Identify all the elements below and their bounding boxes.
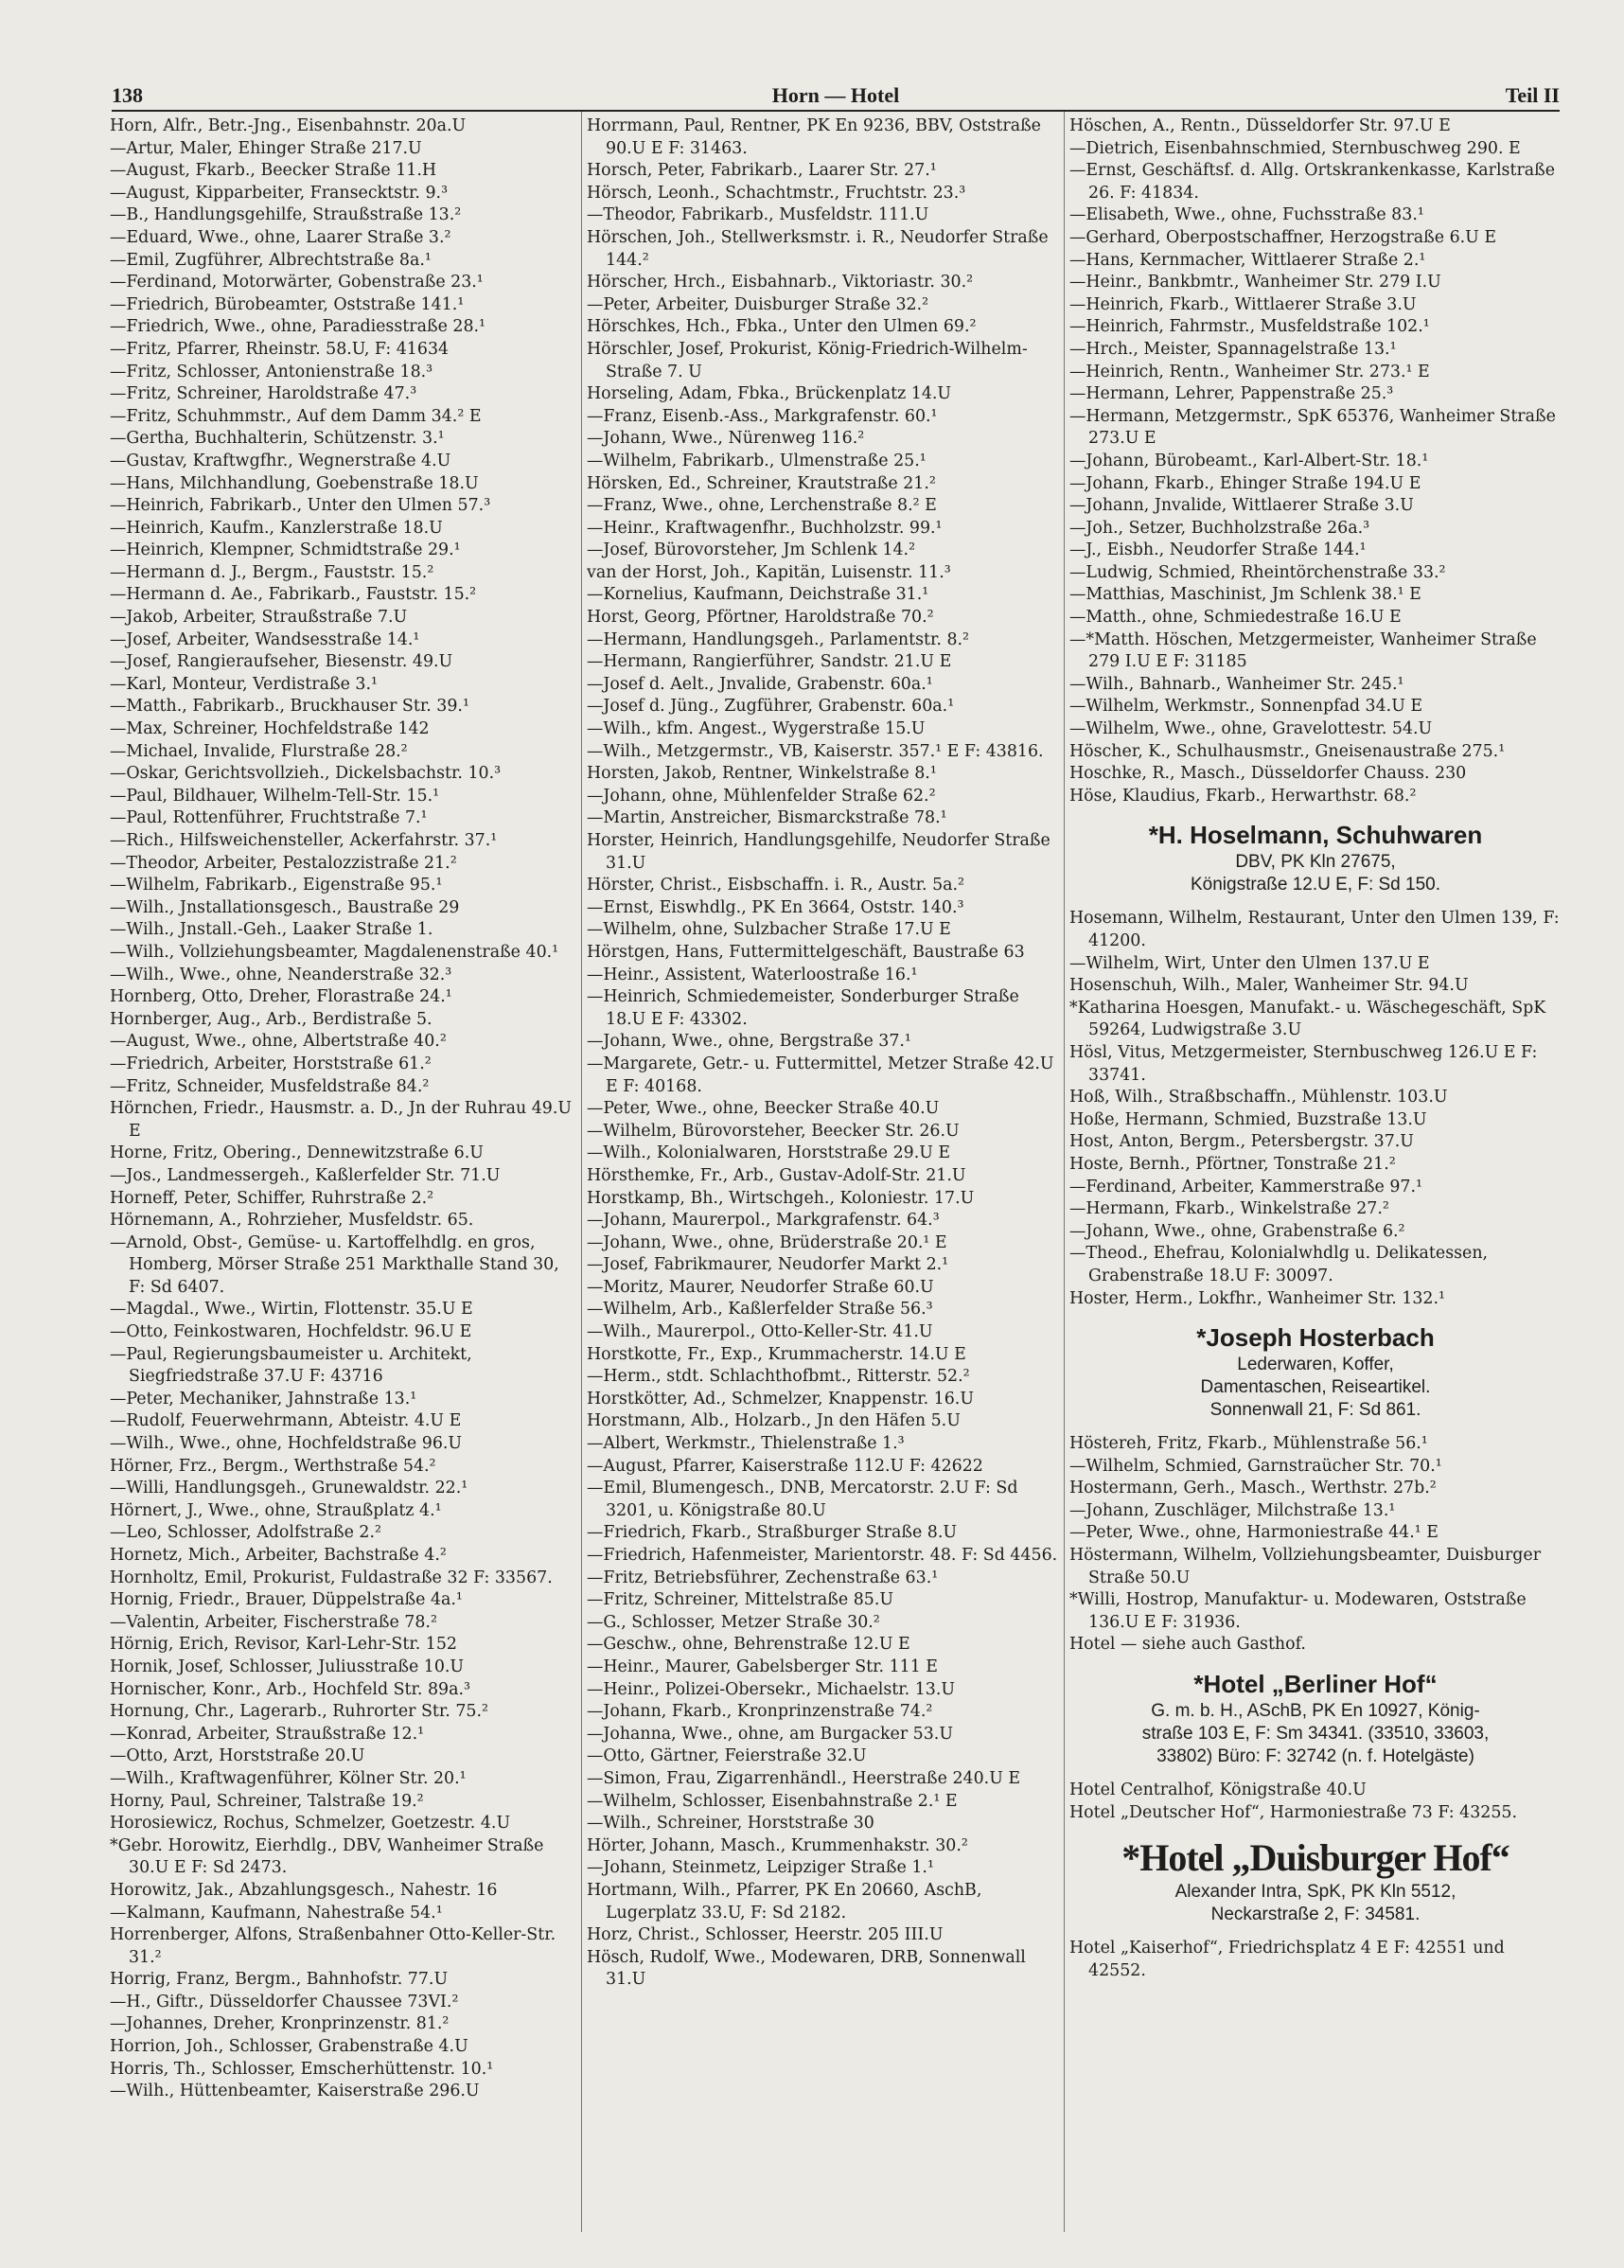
directory-entry: Horn, Alfr., Betr.-Jng., Eisenbahnstr. 20a.U — [110, 116, 467, 135]
directory-entry: Horrig, Franz, Bergm., Bahnhofstr. 77.U — [110, 1970, 449, 1990]
directory-entry: Horny, Paul, Schreiner, Talstraße 19.² — [110, 1791, 424, 1811]
directory-entry: —Paul, Regierungsbaumeister u. Architekt, Siegfriedstraße 37.U F: 43716 — [110, 1344, 472, 1387]
directory-entry: —Peter, Wwe., ohne, Beecker Straße 40.U — [587, 1099, 940, 1119]
directory-entry: —Heinrich, Fahrmstr., Musfeldstraße 102.¹ — [1069, 317, 1430, 337]
page-number: 138 — [112, 83, 143, 107]
directory-entry: —Franz, Eisenb.-Ass., Markgrafenstr. 60.¹ — [587, 406, 938, 426]
directory-entry: —Otto, Feinkostwaren, Hochfeldstr. 96.U E — [110, 1322, 472, 1342]
directory-entry: —Kalmann, Kaufmann, Nahestraße 54.¹ — [110, 1903, 443, 1922]
directory-entry: —Paul, Bildhauer, Wilhelm-Tell-Str. 15.¹ — [110, 786, 440, 806]
directory-entry: —Wilhelm, Arb., Kaßlerfelder Straße 56.³ — [587, 1300, 933, 1320]
directory-entry: —Heinrich, Schmiedemeister, Sonderburger Straße 18.U E F: 43302. — [587, 987, 1019, 1029]
directory-entry: Höstermann, Wilhelm, Vollziehungsbeamter, Duisburger Straße 50.U — [1069, 1546, 1542, 1587]
directory-entry: —Johann, ohne, Mühlenfelder Straße 62.² — [587, 786, 936, 806]
directory-entry: —Hermann, Rangierführer, Sandstr. 21.U E — [587, 652, 952, 672]
ad-hosterbach — [1069, 1321, 1562, 1422]
directory-entry: —Wilh., Hüttenbeamter, Kaiserstraße 296.U — [110, 2082, 480, 2101]
directory-entry: Horowitz, Jak., Abzahlungsgesch., Nahestr. 16 — [110, 1880, 498, 1900]
directory-entry: —Heinr., Maurer, Gabelsberger Str. 111 E — [587, 1657, 938, 1676]
directory-entry: Hörschkes, Hch., Fbka., Unter den Ulmen 69.² — [587, 317, 977, 337]
directory-entry: Hotel „Kaiserhof“, Friedrichsplatz 4 E F: 42551 und 42552. — [1069, 1939, 1505, 1980]
ad-line: Damentaschen, Reiseartikel. — [1200, 1377, 1431, 1398]
directory-entry: Horneff, Peter, Schiffer, Ruhrstraße 2.² — [110, 1188, 434, 1208]
directory-entry: Hösch, Rudolf, Wwe., Modewaren, DRB, Sonnenwall 31.U — [587, 1947, 1026, 1990]
directory-entry: —Hrch., Meister, Spannagelstraße 13.¹ — [1069, 339, 1397, 359]
ad-line: straße 103 E, F: Sm 34341. (33510, 33603, — [1141, 1724, 1490, 1745]
directory-entry: Hornberger, Aug., Arb., Berdistraße 5. — [110, 1009, 432, 1029]
directory-entry: —Gustav, Kraftwgfhr., Wegnerstraße 4.U — [110, 451, 451, 470]
directory-entry: —Rich., Hilfsweichensteller, Ackerfahrstr. 37.¹ — [110, 831, 498, 850]
directory-entry: Höscher, K., Schulhausmstr., Gneisenaustraße 275.¹ — [1069, 741, 1506, 761]
directory-entry: —Ludwig, Schmied, Rheintörchenstraße 33.² — [1069, 562, 1446, 582]
directory-entry: —Peter, Mechaniker, Jahnstraße 13.¹ — [110, 1389, 417, 1409]
directory-entry: —Gerhard, Oberpostschaffner, Herzogstraße 6.U E — [1069, 227, 1497, 247]
directory-entry: —Jos., Landmessergeh., Kaßlerfelder Str. 71.U — [110, 1165, 501, 1185]
directory-entry: —Hermann, Lehrer, Pappenstraße 25.³ — [1069, 384, 1394, 404]
directory-entry: —Hermann, Fkarb., Winkelstraße 27.² — [1069, 1199, 1389, 1219]
directory-entry: —Johann, Zuschläger, Milchstraße 13.¹ — [1069, 1500, 1396, 1520]
header-rule — [112, 110, 1560, 112]
directory-entry: Hornetz, Mich., Arbeiter, Bachstraße 4.² — [110, 1546, 447, 1565]
ad-berliner-hof — [1069, 1668, 1562, 1768]
directory-entry: —Heinr., Assistent, Waterloostraße 16.¹ — [587, 965, 918, 984]
directory-entry: —Wilhelm, Fabrikarb., Ulmenstraße 25.¹ — [587, 451, 927, 470]
directory-entry: —Wilh., Schreiner, Horststraße 30 — [587, 1814, 874, 1834]
directory-entry: —Otto, Arzt, Horststraße 20.U — [110, 1746, 365, 1766]
directory-entry: —Paul, Rottenführer, Fruchtstraße 7.¹ — [110, 808, 428, 828]
directory-entry: —Ferdinand, Arbeiter, Kammerstraße 97.¹ — [1069, 1177, 1422, 1196]
directory-entry: Hostermann, Gerh., Masch., Werthstr. 27b.² — [1069, 1479, 1437, 1498]
entries-hostereh — [1069, 1433, 1562, 1657]
directory-entry: —Wilhelm, Schlosser, Eisenbahnstraße 2.¹ E — [587, 1791, 958, 1811]
directory-entry: —Wilhelm, Wirt, Unter den Ulmen 137.U E — [1069, 953, 1430, 973]
directory-entry: van der Horst, Joh., Kapitän, Luisenstr. 11.³ — [587, 562, 951, 582]
directory-entry: —Johann, Steinmetz, Leipziger Straße 1.¹ — [587, 1858, 934, 1878]
directory-entry: —Ferdinand, Motorwärter, Gobenstraße 23.¹ — [110, 273, 484, 292]
directory-entry: Hornik, Josef, Schlosser, Juliusstraße 10.U — [110, 1657, 465, 1676]
directory-entry: —Josef, Bürovorsteher, Jm Schlenk 14.² — [587, 540, 916, 560]
directory-entry: —Theodor, Arbeiter, Pestalozzistraße 21.² — [110, 853, 457, 873]
directory-entry: —Ernst, Geschäftsf. d. Allg. Ortskrankenkasse, Karlstraße 26. F: 41834. — [1069, 161, 1556, 203]
directory-entry: —Friedrich, Fkarb., Straßburger Straße 8.U — [587, 1523, 958, 1543]
directory-entry: —Fritz, Schuhmmstr., Auf dem Damm 34.² E — [110, 406, 482, 426]
directory-entry: —Peter, Arbeiter, Duisburger Straße 32.² — [587, 294, 929, 314]
directory-entry: Hornholtz, Emil, Prokurist, Fuldastraße 32 F: 33567. — [110, 1568, 553, 1587]
directory-entry: —Dietrich, Eisenbahnschmied, Sternbuschweg 290. E — [1069, 138, 1521, 158]
directory-entry: —Wilh., Wwe., ohne, Hochfeldstraße 96.U — [110, 1434, 463, 1454]
directory-entry: —Matthias, Maschinist, Jm Schlenk 38.¹ E — [1069, 585, 1421, 605]
directory-entry: —Fritz, Schreiner, Haroldstraße 47.³ — [110, 384, 417, 404]
ad-hoselmann — [1069, 819, 1562, 896]
directory-entry: —Josef, Fabrikmaurer, Neudorfer Markt 2.¹ — [587, 1255, 949, 1275]
directory-entry: —Eduard, Wwe., ohne, Laarer Straße 3.² — [110, 227, 451, 247]
directory-entry: Hörnert, J., Wwe., ohne, Straußplatz 4.¹ — [110, 1500, 442, 1520]
directory-entry: —Johann, Fkarb., Ehinger Straße 194.U E — [1069, 473, 1421, 493]
directory-entry: Horster, Heinrich, Handlungsgehilfe, Neudorfer Straße 31.U — [587, 831, 1050, 873]
directory-entry: Hörner, Frz., Bergm., Werthstraße 54.² — [110, 1456, 436, 1476]
directory-entry: —Hermann, Handlungsgeh., Parlamentstr. 8.² — [587, 629, 970, 649]
directory-entry: —Magdal., Wwe., Wirtin, Flottenstr. 35.U E — [110, 1300, 473, 1320]
column-1 — [110, 115, 577, 2245]
directory-entry: —August, Wwe., ohne, Albertstraße 40.² — [110, 1032, 447, 1052]
directory-entry: —Johann, Wwe., ohne, Grabenstraße 6.² — [1069, 1221, 1405, 1241]
directory-entry: —B., Handlungsgehilfe, Straußstraße 13.² — [110, 205, 462, 225]
directory-entry: —Otto, Gärtner, Feierstraße 32.U — [587, 1746, 867, 1766]
directory-entry: Hörschler, Josef, Prokurist, König-Friedrich-Wilhelm-Straße 7. U — [587, 339, 1028, 381]
entries-hosemann — [1069, 908, 1562, 1310]
directory-entry: Hotel Centralhof, Königstraße 40.U — [1069, 1781, 1367, 1800]
directory-entry: —Johann, Maurerpol., Markgrafenstr. 64.³ — [587, 1211, 940, 1231]
directory-entry: —Wilhelm, Wwe., ohne, Gravelottestr. 54.U — [1069, 719, 1433, 739]
directory-entry: Horsten, Jakob, Rentner, Winkelstraße 8.¹ — [587, 764, 937, 784]
directory-entry: —Wilhelm, Bürovorsteher, Beecker Str. 26.U — [587, 1121, 960, 1141]
directory-entry: Höschen, A., Rentn., Düsseldorfer Str. 97.U E — [1069, 116, 1451, 135]
directory-entry: —Geschw., ohne, Behrenstraße 12.U E — [587, 1635, 910, 1655]
directory-entry: Hornig, Friedr., Brauer, Düppelstraße 4a.¹ — [110, 1590, 463, 1610]
directory-entry: Hörnig, Erich, Revisor, Karl-Lehr-Str. 152 — [110, 1635, 457, 1655]
directory-entry: —Johannes, Dreher, Kronprinzenstr. 81.² — [110, 2014, 450, 2034]
ad-line: Königstraße 12.U E, F: Sd 150. — [1190, 875, 1441, 895]
directory-entry: —Heinrich, Kaufm., Kanzlerstraße 18.U — [110, 518, 443, 538]
directory-entry: —Johanna, Wwe., ohne, am Burgacker 53.U — [587, 1724, 953, 1744]
directory-entry: —Wilhelm, ohne, Sulzbacher Straße 17.U E — [587, 920, 951, 940]
column-divider — [1064, 112, 1065, 2232]
directory-entry: —Peter, Wwe., ohne, Harmoniestraße 44.¹ E — [1069, 1523, 1439, 1543]
directory-entry: —Johann, Wwe., ohne, Bergstraße 37.¹ — [587, 1032, 911, 1052]
directory-entry: —Josef, Rangieraufseher, Biesenstr. 49.U — [110, 652, 453, 672]
directory-entry: —Konrad, Arbeiter, Straußstraße 12.¹ — [110, 1724, 425, 1744]
page-header — [112, 83, 1560, 110]
directory-entry: —Moritz, Maurer, Neudorfer Straße 60.U — [587, 1277, 934, 1297]
directory-entry: Horris, Th., Schlosser, Emscherhüttenstr. 10.¹ — [110, 2059, 494, 2079]
directory-entry: —Valentin, Arbeiter, Fischerstraße 78.² — [110, 1612, 437, 1632]
directory-entry: —Heinrich, Fabrikarb., Unter den Ulmen 57.³ — [110, 496, 491, 516]
directory-entry: Hoschke, R., Masch., Düsseldorfer Chauss. 230 — [1069, 764, 1467, 784]
directory-entry: —Wilh., Wwe., ohne, Neanderstraße 32.³ — [110, 965, 452, 984]
directory-entry: Hörnchen, Friedr., Hausmstr. a. D., Jn der Ruhrau 49.U E — [110, 1099, 573, 1141]
directory-entry: Horrion, Joh., Schlosser, Grabenstraße 4.U — [110, 2037, 468, 2057]
directory-entry: —G., Schlosser, Metzer Straße 30.² — [587, 1612, 880, 1632]
directory-entry: —Fritz, Pfarrer, Rheinstr. 58.U, F: 41634 — [110, 339, 450, 359]
directory-entry: Hörter, Johann, Masch., Krummenhakstr. 30.² — [587, 1835, 968, 1855]
directory-entry: Horrmann, Paul, Rentner, PK En 9236, BBV, Oststraße 90.U E F: 31463. — [587, 116, 1041, 158]
directory-entry: *Willi, Hostrop, Manufaktur- u. Modewaren, Oststraße 136.U E F: 31936. — [1069, 1590, 1527, 1632]
directory-entry: —Wilh., Bahnarb., Wanheimer Str. 245.¹ — [1069, 674, 1404, 694]
directory-entry: Horstmann, Alb., Holzarb., Jn den Häfen 5.U — [587, 1411, 961, 1431]
column-2 — [587, 115, 1060, 2245]
column-3 — [1069, 115, 1562, 2245]
directory-entry: —August, Fkarb., Beecker Straße 11.H — [110, 161, 437, 181]
directory-entry: —Wilh., Jnstallationsgesch., Baustraße 29 — [110, 897, 460, 917]
directory-entry: —Rudolf, Feuerwehrmann, Abteistr. 4.U E — [110, 1411, 462, 1431]
ad-line: DBV, PK Kln 27675, — [1235, 852, 1396, 873]
directory-entry: —Emil, Zugführer, Albrechtstraße 8a.¹ — [110, 250, 432, 270]
directory-entry: —Johann, Bürobeamt., Karl-Albert-Str. 18.¹ — [1069, 451, 1429, 470]
directory-entry: —Fritz, Betriebsführer, Zechenstraße 63.¹ — [587, 1568, 939, 1587]
directory-entry: —Franz, Wwe., ohne, Lerchenstraße 8.² E — [587, 496, 937, 516]
directory-entry: —Johann, Wwe., ohne, Brüderstraße 20.¹ E — [587, 1232, 947, 1252]
directory-entry: —Josef d. Jüng., Zugführer, Grabenstr. 60a.¹ — [587, 697, 955, 717]
directory-entry: Hörster, Christ., Eisbschaffn. i. R., Austr. 5a.² — [587, 876, 965, 895]
directory-entry: —Johann, Fkarb., Kronprinzenstraße 74.² — [587, 1702, 933, 1722]
running-title: Horn — Hotel — [771, 83, 900, 107]
directory-entry: —Matth., Fabrikarb., Bruckhauser Str. 39.¹ — [110, 697, 469, 717]
directory-entry: —Friedrich, Bürobeamter, Oststraße 141.¹ — [110, 294, 465, 314]
directory-entry: —Leo, Schlosser, Adolfstraße 2.² — [110, 1523, 381, 1543]
directory-entry: Hörscher, Hrch., Eisbahnarb., Viktoriastr. 30.² — [587, 273, 974, 292]
directory-entry: Hörschen, Joh., Stellwerksmstr. i. R., Neudorfer Straße 144.² — [587, 227, 1049, 270]
directory-entry: —Herm., stdt. Schlachthofbmt., Ritterstr. 52.² — [587, 1367, 970, 1387]
ad-line: Lederwaren, Koffer, — [1237, 1355, 1394, 1375]
directory-entry: Hosemann, Wilhelm, Restaurant, Unter den Ulmen 139, F: 41200. — [1069, 909, 1560, 950]
directory-entry: —H., Giftr., Düsseldorfer Chaussee 73VI.² — [110, 1992, 459, 2011]
directory-entry: —Arnold, Obst-, Gemüse- u. Kartoffelhdlg. en gros, Homberg, Mörser Straße 251 Markthalle Stand 30, F: Sd 6407. — [110, 1232, 559, 1297]
directory-entry: —Johann, Jnvalide, Wittlaerer Straße 3.U — [1069, 496, 1414, 516]
directory-entry: Horrenberger, Alfons, Straßenbahner Otto-Keller-Str. 31.² — [110, 1925, 556, 1967]
directory-entry: —Artur, Maler, Ehinger Straße 217.U — [110, 138, 422, 158]
directory-entry: —Ernst, Eiswhdlg., PK En 3664, Oststr. 140.³ — [587, 897, 964, 917]
directory-entry: Horz, Christ., Schlosser, Heerstr. 205 III.U — [587, 1925, 944, 1945]
directory-entry: —Wilh., Kolonialwaren, Horststraße 29.U E — [587, 1143, 951, 1163]
column-divider — [581, 112, 582, 2232]
directory-entry: Hornberg, Otto, Dreher, Florastraße 24.¹ — [110, 987, 452, 1007]
directory-entry: Hoster, Herm., Lokfhr., Wanheimer Str. 132.¹ — [1069, 1288, 1445, 1308]
directory-entry: —Willi, Handlungsgeh., Grunewaldstr. 22.¹ — [110, 1479, 468, 1498]
directory-entry: Horosiewicz, Rochus, Schmelzer, Goetzestr. 4.U — [110, 1814, 511, 1834]
directory-entry: Hosenschuh, Wilh., Maler, Wanheimer Str. 94.U — [1069, 976, 1469, 996]
directory-entry: —Heinrich, Rentn., Wanheimer Str. 273.¹ E — [1069, 362, 1430, 381]
directory-entry: —Theod., Ehefrau, Kolonialwhdlg u. Delikatessen, Grabenstraße 18.U F: 30097. — [1069, 1244, 1489, 1285]
ad-title: *Hotel „Berliner Hof“ — [1193, 1670, 1438, 1699]
directory-entry: Hösl, Vitus, Metzgermeister, Sternbuschweg 126.U E F: 33741. — [1069, 1042, 1538, 1085]
directory-entry: —Max, Schreiner, Hochfeldstraße 142 — [110, 719, 430, 739]
directory-entry: —Wilhelm, Werkmstr., Sonnenpfad 34.U E — [1069, 697, 1423, 717]
directory-entry: Hornischer, Konr., Arb., Hochfeld Str. 89a.³ — [110, 1679, 470, 1699]
directory-entry: Höstereh, Fritz, Fkarb., Mühlenstraße 56.¹ — [1069, 1434, 1428, 1454]
entries-hotels — [1069, 1780, 1562, 1824]
directory-entry: —Wilh., Vollziehungsbeamter, Magdalenenstraße 40.¹ — [110, 942, 559, 962]
directory-entry: —Margarete, Getr.- u. Futtermittel, Metzer Straße 42.U E F: 40168. — [587, 1054, 1054, 1096]
directory-entry: Hornung, Chr., Lagerarb., Ruhrorter Str. 75.² — [110, 1702, 488, 1722]
directory-entry: —*Matth. Höschen, Metzgermeister, Wanheimer Straße 279 I.U E F: 31185 — [1069, 629, 1537, 672]
directory-entry: *Gebr. Horowitz, Eierhdlg., DBV, Wanheimer Straße 30.U E F: Sd 2473. — [110, 1835, 544, 1878]
directory-entry: Hoße, Hermann, Schmied, Buzstraße 13.U — [1069, 1109, 1427, 1129]
directory-entry: Horseling, Adam, Fbka., Brückenplatz 14.U — [587, 384, 952, 404]
directory-entry: —Michael, Invalide, Flurstraße 28.² — [110, 741, 408, 761]
directory-entry: —Josef, Arbeiter, Wandsesstraße 14.¹ — [110, 629, 420, 649]
directory-entry: Horst, Georg, Pförtner, Haroldstraße 70.² — [587, 608, 934, 628]
directory-entry: —Wilh., kfm. Angest., Wygerstraße 15.U — [587, 719, 926, 739]
directory-entry: —Oskar, Gerichtsvollzieh., Dickelsbachstr. 10.³ — [110, 764, 502, 784]
directory-entry: Horstkamp, Bh., Wirtschgeh., Koloniestr. 17.U — [587, 1188, 975, 1208]
directory-entry: —Matth., ohne, Schmiedestraße 16.U E — [1069, 608, 1402, 628]
directory-entry: *Katharina Hoesgen, Manufakt.- u. Wäschegeschäft, SpK 59264, Ludwigstraße 3.U — [1069, 998, 1546, 1040]
directory-entry: Horne, Fritz, Obering., Dennewitzstraße 6.U — [110, 1143, 484, 1163]
directory-entry: —Friedrich, Hafenmeister, Marientorstr. 48. F: Sd 4456. — [587, 1546, 1058, 1565]
ad-duisburger-hof — [1069, 1835, 1562, 1926]
directory-entry: —Josef d. Aelt., Jnvalide, Grabenstr. 60a.¹ — [587, 674, 933, 694]
ad-line: 33802) Büro: F: 32742 (n. f. Hotelgäste) — [1156, 1746, 1474, 1767]
directory-entry: —Wilh., Kraftwagenführer, Kölner Str. 20.¹ — [110, 1768, 467, 1788]
directory-entry: —Fritz, Schreiner, Mittelstraße 85.U — [587, 1590, 894, 1610]
directory-entry: —Johann, Wwe., Nürenweg 116.² — [587, 429, 865, 449]
directory-entry: —Wilhelm, Schmied, Garnstraücher Str. 70.¹ — [1069, 1456, 1442, 1476]
directory-entry: —Heinr., Kraftwagenfhr., Buchholzstr. 99.¹ — [587, 518, 943, 538]
directory-entry: Horstkötter, Ad., Schmelzer, Knappenstr. 16.U — [587, 1389, 974, 1409]
ad-title: *Joseph Hosterbach — [1196, 1323, 1435, 1353]
entries-kaiserhof — [1069, 1938, 1562, 1982]
ad-line: Sonnenwall 21, F: Sd 861. — [1209, 1400, 1421, 1421]
directory-entry: —Kornelius, Kaufmann, Deichstraße 31.¹ — [587, 585, 929, 605]
ad-title: *Hotel „Duisburger Hof“ — [1121, 1836, 1509, 1880]
directory-entry: —Friedrich, Arbeiter, Horststraße 61.² — [110, 1054, 432, 1073]
ad-line: Alexander Intra, SpK, PK Kln 5512, — [1174, 1882, 1456, 1903]
ad-title: *H. Hoselmann, Schuhwaren — [1148, 821, 1483, 850]
directory-entry: —August, Pfarrer, Kaiserstraße 112.U F: 42622 — [587, 1456, 983, 1476]
directory-entry: Hörstgen, Hans, Futtermittelgeschäft, Baustraße 63 — [587, 942, 1025, 962]
directory-entry: Hoste, Bernh., Pförtner, Tonstraße 21.² — [1069, 1154, 1396, 1174]
directory-entry: Hörnemann, A., Rohrzieher, Musfeldstr. 65. — [110, 1211, 474, 1231]
directory-entry: —Wilhelm, Fabrikarb., Eigenstraße 95.¹ — [110, 876, 443, 895]
directory-entry: Horstkotte, Fr., Exp., Krummacherstr. 14.U E — [587, 1344, 966, 1364]
directory-entry: —Heinr., Polizei-Obersekr., Michaelstr. 13.U — [587, 1679, 956, 1699]
directory-entry: —Heinr., Bankbmtr., Wanheimer Str. 279 I.U — [1069, 273, 1441, 292]
entries-hoschen — [1069, 115, 1562, 807]
directory-entry: —Friedrich, Wwe., ohne, Paradiesstraße 28.¹ — [110, 317, 486, 337]
directory-entry: Host, Anton, Bergm., Petersbergstr. 37.U — [1069, 1132, 1414, 1152]
directory-entry: —Jakob, Arbeiter, Straußstraße 7.U — [110, 608, 408, 628]
directory-entry: —Fritz, Schneider, Musfeldstraße 84.² — [110, 1076, 430, 1096]
directory-entry: Hortmann, Wilh., Pfarrer, PK En 20660, AschB, Lugerplatz 33.U, F: Sd 2182. — [587, 1880, 982, 1922]
directory-entry: Hotel „Deutscher Hof“, Harmoniestraße 73 F: 43255. — [1069, 1802, 1518, 1822]
directory-entry: Horsch, Peter, Fabrikarb., Laarer Str. 27.¹ — [587, 161, 937, 181]
ad-line: G. m. b. H., ASchB, PK En 10927, König- — [1151, 1701, 1480, 1722]
directory-entry: —Wilh., Maurerpol., Otto-Keller-Str. 41.U — [587, 1322, 933, 1342]
directory-entry: Hörsthemke, Fr., Arb., Gustav-Adolf-Str. 21.U — [587, 1165, 966, 1185]
directory-entry: —August, Kipparbeiter, Fransecktstr. 9.³ — [110, 183, 449, 203]
directory-entry: Hotel — siehe auch Gasthof. — [1069, 1635, 1306, 1655]
directory-entry: —Martin, Anstreicher, Bismarckstraße 78.¹ — [587, 808, 947, 828]
directory-entry: —Joh., Setzer, Buchholzstraße 26a.³ — [1069, 518, 1370, 538]
directory-entry: Hoß, Wilh., Straßbschaffn., Mühlenstr. 103.U — [1069, 1088, 1448, 1107]
directory-entry: —J., Eisbh., Neudorfer Straße 144.¹ — [1069, 540, 1367, 560]
ad-line: Neckarstraße 2, F: 34581. — [1210, 1905, 1421, 1925]
directory-entry: —Albert, Werkmstr., Thielenstraße 1.³ — [587, 1434, 905, 1454]
directory-entry: —Hans, Milchhandlung, Goebenstraße 18.U — [110, 473, 479, 493]
part-label: Teil II — [1505, 83, 1560, 107]
directory-entry: —Karl, Monteur, Verdistraße 3.¹ — [110, 674, 378, 694]
directory-entry: —Heinrich, Fkarb., Wittlaerer Straße 3.U — [1069, 294, 1417, 314]
directory-entry: —Wilh., Metzgermstr., VB, Kaiserstr. 357.¹ E F: 43816. — [587, 741, 1044, 761]
directory-entry: Hörsch, Leonh., Schachtmstr., Fruchtstr. 23.³ — [587, 183, 966, 203]
directory-entry: —Wilh., Jnstall.-Geh., Laaker Straße 1. — [110, 920, 433, 940]
directory-entry: —Theodor, Fabrikarb., Musfeldstr. 111.U — [587, 205, 929, 225]
directory-entry: —Simon, Frau, Zigarrenhändl., Heerstraße 240.U E — [587, 1768, 1021, 1788]
directory-entry: Höse, Klaudius, Fkarb., Herwarthstr. 68.² — [1069, 786, 1417, 806]
directory-entry: —Gertha, Buchhalterin, Schützenstr. 3.¹ — [110, 429, 445, 449]
directory-entry: —Elisabeth, Wwe., ohne, Fuchsstraße 83.¹ — [1069, 205, 1424, 225]
directory-entry: —Emil, Blumengesch., DNB, Mercatorstr. 2.U F: Sd 3201, u. Königstraße 80.U — [587, 1479, 1018, 1520]
directory-entry: —Fritz, Schlosser, Antonienstraße 18.³ — [110, 362, 433, 381]
directory-entry: —Hermann d. J., Bergm., Fauststr. 15.² — [110, 562, 434, 582]
directory-entry: Hörsken, Ed., Schreiner, Krautstraße 21.² — [587, 473, 936, 493]
directory-entry: —Hermann d. Ae., Fabrikarb., Fauststr. 15.² — [110, 585, 477, 605]
directory-entry: —Heinrich, Klempner, Schmidtstraße 29.¹ — [110, 540, 461, 560]
directory-entry: —Hermann, Metzgermstr., SpK 65376, Wanheimer Straße 273.U E — [1069, 406, 1556, 449]
directory-entry: —Hans, Kernmacher, Wittlaerer Straße 2.¹ — [1069, 250, 1426, 270]
